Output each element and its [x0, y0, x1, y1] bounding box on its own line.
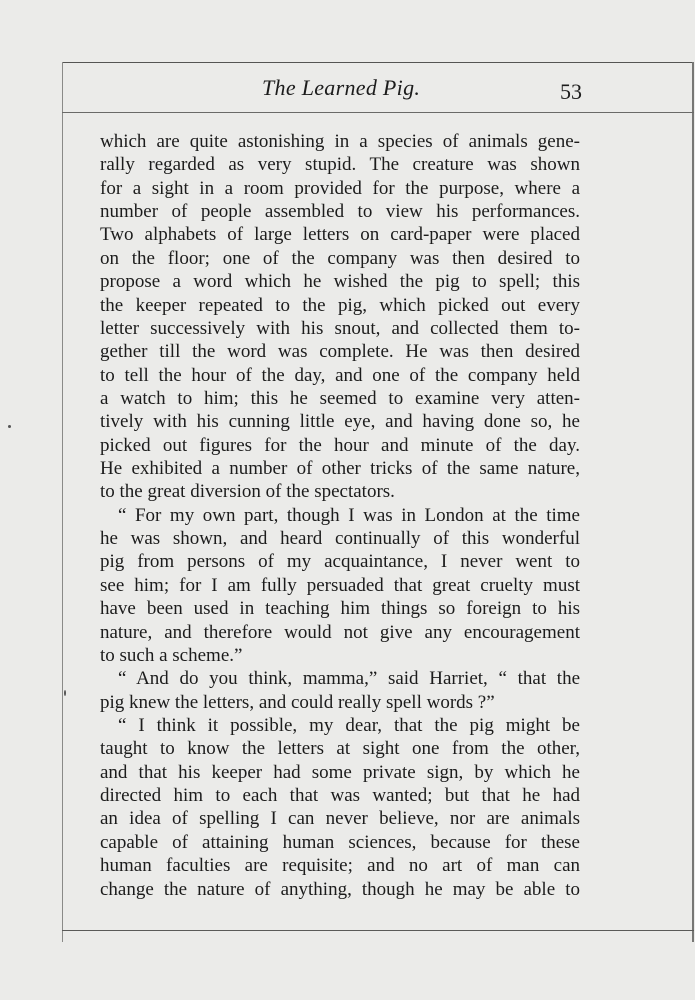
- text-line: the keeper repeated to the pig, which picked out every: [100, 294, 580, 316]
- text-line: pig from persons of my acquaintance, I never went to: [100, 551, 580, 573]
- text-line: he was shown, and heard continually of this wonderful: [100, 528, 580, 550]
- text-line: on the floor; one of the company was then desired to: [100, 247, 580, 269]
- text-line: “ For my own part, though I was in London at the time: [118, 504, 580, 526]
- text-line: rally regarded as very stupid. The creature was shown: [100, 154, 580, 176]
- text-line: an idea of spelling I can never believe, nor are animals: [100, 808, 580, 830]
- text-line: to the great diversion of the spectators.: [100, 481, 395, 503]
- page-number: 53: [560, 79, 582, 104]
- text-line: Two alphabets of large letters on card-paper were placed: [100, 224, 580, 246]
- header-rule: [62, 112, 694, 113]
- text-line: “ And do you think, mamma,” said Harriet, “ that the: [118, 668, 580, 690]
- text-line: letter successively with his snout, and collected them to-: [100, 317, 580, 339]
- text-line: capable of attaining human sciences, because for these: [100, 831, 580, 853]
- text-line: change the nature of anything, though he may be able to: [100, 878, 580, 900]
- text-line: and that his keeper had some private sign, by which he: [100, 761, 580, 783]
- text-line: for a sight in a room provided for the purpose, where a: [100, 177, 580, 199]
- text-line: propose a word which he wished the pig to spell; this: [100, 271, 580, 293]
- text-line: nature, and therefore would not give any encouragement: [100, 621, 580, 643]
- text-line: taught to know the letters at sight one from the other,: [100, 738, 580, 760]
- text-line: number of people assembled to view his performances.: [100, 201, 580, 223]
- text-line: to tell the hour of the day, and one of the company held: [100, 364, 580, 386]
- right-frame-rule: [692, 62, 694, 942]
- paper-speck: [8, 425, 11, 428]
- text-line: picked out figures for the hour and minute of the day.: [100, 434, 580, 456]
- text-line: He exhibited a number of other tricks of the same nature,: [100, 458, 580, 480]
- text-line: gether till the word was complete. He was then desired: [100, 341, 580, 363]
- text-line: pig knew the letters, and could really spell words ?”: [100, 691, 495, 713]
- text-line: to such a scheme.”: [100, 644, 243, 666]
- bottom-frame-rule: [62, 930, 694, 931]
- text-line: which are quite astonishing in a species of animals gene-: [100, 131, 580, 152]
- paper-speck: [64, 690, 66, 696]
- text-line: see him; for I am fully persuaded that great cruelty must: [100, 574, 580, 596]
- left-frame-rule: [62, 62, 63, 942]
- text-line: directed him to each that was wanted; but that he had: [100, 785, 580, 807]
- top-frame-rule: [62, 62, 694, 63]
- text-line: a watch to him; this he seemed to examine very atten-: [100, 387, 580, 409]
- text-line: “ I think it possible, my dear, that the pig might be: [118, 714, 580, 736]
- text-line: have been used in teaching him things so foreign to his: [100, 598, 580, 620]
- text-line: tively with his cunning little eye, and having done so, he: [100, 411, 580, 433]
- body-text: [100, 130, 580, 901]
- text-line: human faculties are requisite; and no art of man can: [100, 855, 580, 877]
- running-title: The Learned Pig.: [262, 75, 421, 100]
